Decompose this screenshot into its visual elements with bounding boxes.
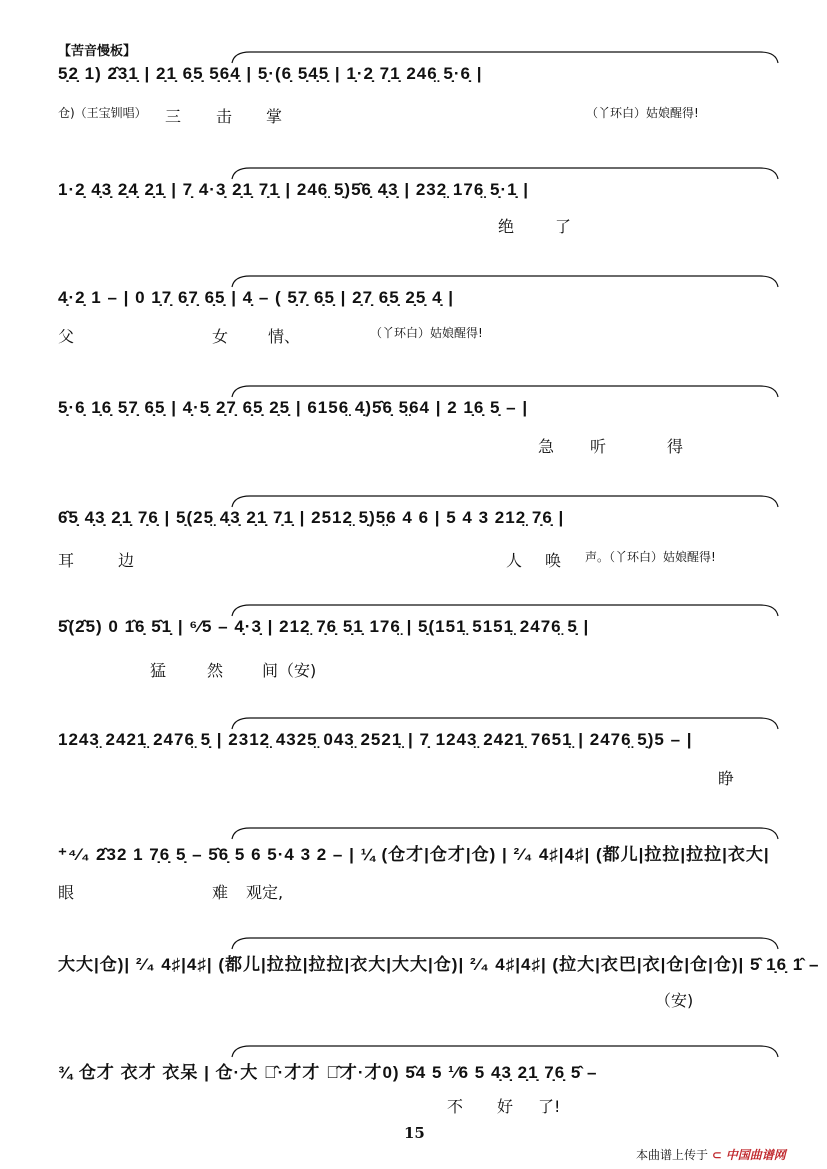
lyric-text: 不 [447,1097,464,1116]
notation-line: 6̂5̣ 4̣3̣ 2̣1̣ 7̣6̣ | 5̣(25̤ 4̣3̣ 2̣1̣ 7̣1̣ | 2512̤ 5̣)5̤6 4 6 | 5 4 3 212̤ 7̣6̣ | [58,508,565,527]
notation-line: 1243̤ 2421̤ 2476̤ 5̣ | 2312̤ 4325̤ 043̤ 2521̤ | 7̣ 1243̤ 2421̤ 7651̤ | 2476̤ 5̣)5 – | [58,730,693,749]
upload-footer [636,1146,786,1163]
slur-mark [230,1044,790,1058]
lyric-text: 声。（丫环白）姑娘醒得! [585,550,716,564]
lyric-text: （丫环白）姑娘醒得! [370,326,483,340]
lyric-text: 观定, [246,883,284,902]
notation-line: 5̣2̣ 1) 2̂3̣1̣ | 2̣1̣ 6̣5̣ 5̣6̣4̣ | 5̣·(6̣ 5̣4̣5̣ | 1̣·2̣ 7̣1̣ 246̤ 5̣·6̣ | [58,64,483,83]
lyric-text: 人 [506,551,523,570]
notation-line: 4̣·2̣ 1 – | 0 1̣7̣ 6̣7̣ 6̣5̣ | 4̣ – ( 5̣7̣ 6̣5̣ | 2̣7̣ 6̣5̣ 2̣5̣ 4̣ | [58,288,454,307]
slur-mark [230,494,790,508]
footer-brand: 中国曲谱网 [725,1148,786,1162]
notation-line: 5̂(2̂5) 0 1̂6̣ 5̂1̣ | ⁶⁄5 – 4̣·3̣ | 212̤ 7̣6̣ 5̣1̣ 176̤ | 5̣(151̤ 5151̤ 2476̤ 5̣ | [58,617,590,636]
site-logo-icon: ⊂ [711,1148,722,1162]
page-number: 15 [404,1124,425,1142]
lyric-text: 然 [207,661,224,680]
lyric-text: 眼 [58,883,75,902]
slur-mark [230,826,790,840]
lyric-text: 耳 [58,551,75,570]
lyric-text: 睁 [718,769,735,788]
lyric-text: 绝 [498,217,515,236]
tempo-marking: 【苦音慢板】 [58,44,137,59]
lyric-text: 唤 [545,551,562,570]
slur-mark [230,384,790,398]
notation-line: 大大|仓)| ²⁄₄ 4♯|4♯| (都儿|拉拉|拉拉|衣大|大大|仓)| ²⁄₄ 4♯|4♯| (拉大|衣巴|衣|仓|仓|仓)| 5̂ 1̣6̣ 1̂ – [58,955,820,974]
slur-mark [230,716,790,730]
slur-mark [230,166,790,180]
slur-mark [230,603,790,617]
lyric-text: 女 [212,327,229,346]
notation-line: 5̣·6̣ 1̣6̣ 5̣7̣ 6̣5̣ | 4̣·5̣ 2̣7̣ 6̣5̣ 2̣5̣ | 6156̤ 4̣)5̂6̣ 5̤64 | 2 1̣6̣ 5̣ – | [58,398,529,417]
lyric-text: 急 [538,437,555,456]
notation-line: ⁺⁴⁄₄ 2̂32 1 7̣6̣ 5̣ – 5̂6̣ 5 6 5·4 3 2 – | ¼ (仓才|仓才|仓) | ²⁄₄ 4♯|4♯| (都儿|拉拉|拉拉|衣大| [58,845,770,864]
notation-line: 1·2̣ 4̣3̣ 2̣4̣ 2̣1̣ | 7̣ 4·3̣ 2̣1̣ 7̣1̣ | 246̤ 5̣)5̂6̣ 4̣3̣ | 232̤ 176̤ 5̣·1̣ | [58,180,530,199]
slur-mark [230,936,790,950]
lyric-text: 好 [497,1097,514,1116]
lyric-text: （丫环白）姑娘醒得! [586,106,699,120]
notation-line: ¾ 仓才 衣才 衣呆 | 仓·大 仓̂·才才 才̂才·才0) 5̂4 5 ¹⁄6 5 4̣3̣ 2̣1̣ 7̣6̣ 5̂ – [58,1063,598,1082]
lyric-text: （安) [655,991,694,1010]
lyric-text: 三 [165,107,182,126]
lyric-text: 间（安) [262,661,317,680]
lyric-text: 猛 [150,661,167,680]
lyric-text: 听 [590,437,607,456]
lyric-text: 掌 [266,107,283,126]
lyric-text: 击 [216,107,233,126]
slur-mark [230,274,790,288]
lyric-text: 了! [538,1097,561,1116]
lyric-text: 得 [667,437,684,456]
lyric-text: 仓)（王宝钏唱） [58,106,147,120]
lyric-text: 父 [58,327,75,346]
lyric-text: 难 [212,883,229,902]
lyric-text: 边 [118,551,135,570]
lyric-text: 了 [555,217,572,236]
slur-mark [230,50,790,64]
lyric-text: 情、 [268,327,301,346]
footer-prefix: 本曲谱上传于 [636,1148,709,1162]
